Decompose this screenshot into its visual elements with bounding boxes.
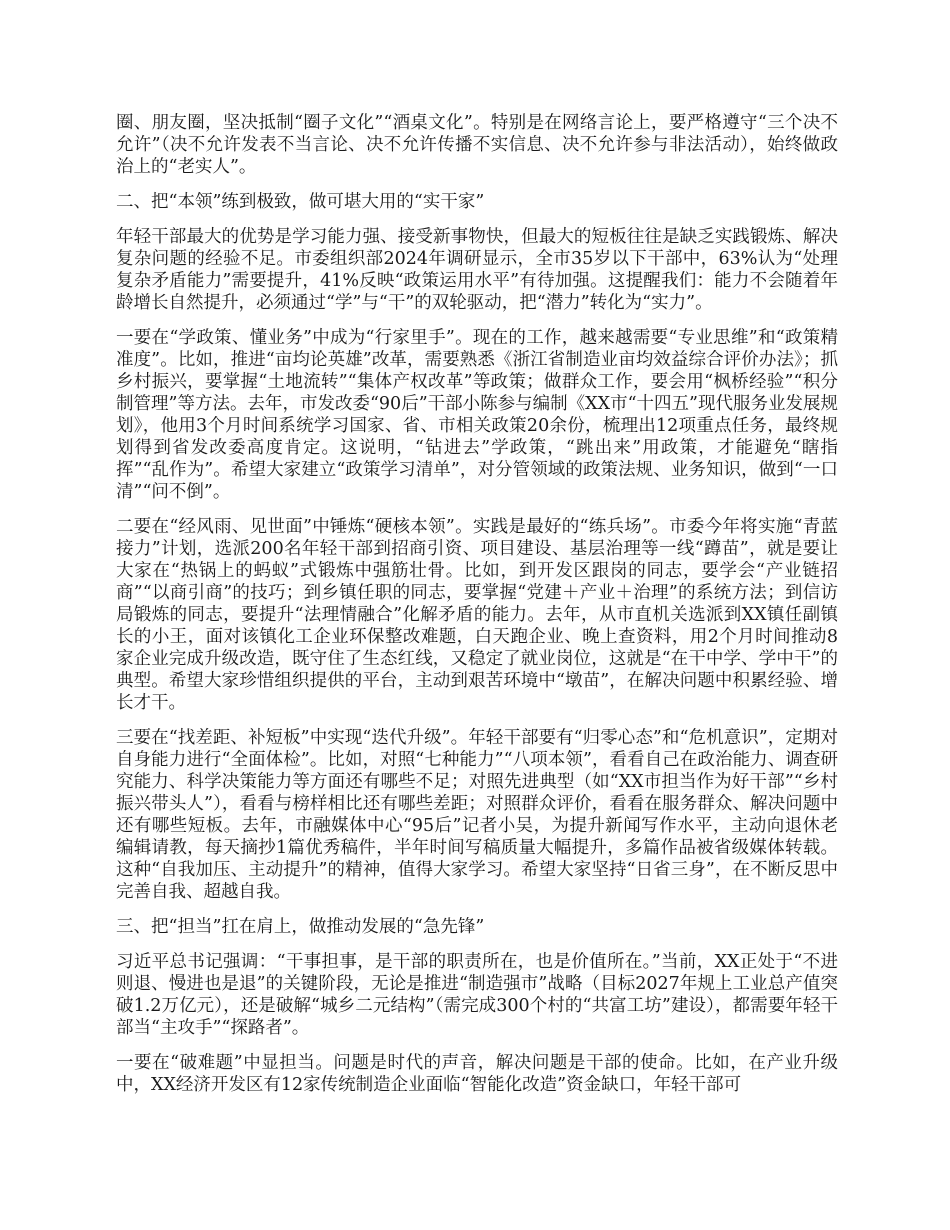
paragraph-practice-training: 二要在“经风雨、见世面”中锤炼“硬核本领”。实践是最好的“练兵场”。市委今年将实施“青蓝接力”计划，选派200名年轻干部到招商引资、项目建设、基层治理等一线“蹲苗”，就是要让大家在“热锅上的蚂蚁”式锻炼中强筋壮骨。比如，到开发区跟岗的同志，要学会“产业链招商”“以商引商”的技巧；到乡镇任职的同志，要掌握“党建＋产业＋治理”的系统方法；到信访局锻炼的同志，要提升“法理情融合”化解矛盾的能力。去年，从市直机关选派到XX镇任副镇长的小王，面对该镇化工企业环保整改难题，白天跑企业、晚上查资料，用2个月时间推动8家企业完成升级改造，既守住了生态红线，又稳定了就业岗位，这就是“在干中学、学中干”的典型。希望大家珍惜组织提供的平台，主动到艰苦环境中“墩苗”，在解决问题中积累经验、增长才干。 <box>116 517 838 713</box>
paragraph-solve-problems: 一要在“破难题”中显担当。问题是时代的声音，解决问题是干部的使命。比如，在产业升级中，XX经济开发区有12家传统制造企业面临“智能化改造”资金缺口，年轻干部可 <box>116 1053 838 1095</box>
paragraph-learn-policy: 一要在“学政策、懂业务”中成为“行家里手”。现在的工作，越来越需要“专业思维”和“政策精准度”。比如，推进“亩均论英雄”改革，需要熟悉《浙江省制造业亩均效益综合评价办法》；抓乡村振兴，要掌握“土地流转”“集体产权改革”等政策；做群众工作，要会用“枫桥经验”“积分制管理”等方法。去年，市发改委“90后”干部小陈参与编制《XX市“十四五”现代服务业发展规划》，他用3个月时间系统学习国家、省、市相关政策20余份，梳理出12项重点任务，最终规划得到省发改委高度肯定。这说明，“钻进去”学政策，“跳出来”用政策，才能避免“瞎指挥”“乱作为”。希望大家建立“政策学习清单”，对分管领域的政策法规、业务知识，做到“一口清”“问不倒”。 <box>116 328 838 502</box>
section-heading-3: 三、把“担当”扛在肩上，做推动发展的“急先锋” <box>116 917 485 937</box>
document-body <box>116 112 838 1109</box>
paragraph-integrity-continuation: 圈、朋友圈，坚决抵制“圈子文化”“酒桌文化”。特别是在网络言论上，要严格遵守“三个决不允许”（决不允许发表不当言论、决不允许传播不实信息、决不允许参与非法活动），始终做政治上的“老实人”。 <box>116 113 838 177</box>
paragraph-capability-intro: 年轻干部最大的优势是学习能力强、接受新事物快，但最大的短板往往是缺乏实践锻炼、解决复杂问题的经验不足。市委组织部2024年调研显示，全市35岁以下干部中，63%认为“处理复杂矛盾能力”需要提升，41%反映“政策运用水平”有待加强。这提醒我们：能力不会随着年龄增长自然提升，必须通过“学”与“干”的双轮驱动，把“潜力”转化为“实力”。 <box>116 227 838 313</box>
paragraph-find-gaps: 三要在“找差距、补短板”中实现“迭代升级”。年轻干部要有“归零心态”和“危机意识”，定期对自身能力进行“全面体检”。比如，对照“七种能力”“八项本领”，看看自己在政治能力、调查研究能力、科学决策能力等方面还有哪些不足；对照先进典型（如“XX市担当作为好干部”“乡村振兴带头人”），看看与榜样相比还有哪些差距；对照群众评价，看看在服务群众、解决问题中还有哪些短板。去年，市融媒体中心“95后”记者小吴，为提升新闻写作水平，主动向退休老编辑请教，每天摘抄1篇优秀稿件，半年时间写稿质量大幅提升，多篇作品被省级媒体转载。这种“自我加压、主动提升”的精神，值得大家学习。希望大家坚持“日省三身”，在不断反思中完善自我、超越自我。 <box>116 728 838 902</box>
section-heading-2: 二、把“本领”练到极致，做可堪大用的“实干家” <box>116 192 485 212</box>
paragraph-responsibility-intro: 习近平总书记强调：“干事担事，是干部的职责所在，也是价值所在。”当前，XX正处于“不进则退、慢进也是退”的关键阶段，无论是推进“制造强市”战略（目标2027年规上工业总产值突破1.2万亿元），还是破解“城乡二元结构”（需完成300个村的“共富工坊”建设），都需要年轻干部当“主攻手”“探路者”。 <box>116 952 838 1038</box>
